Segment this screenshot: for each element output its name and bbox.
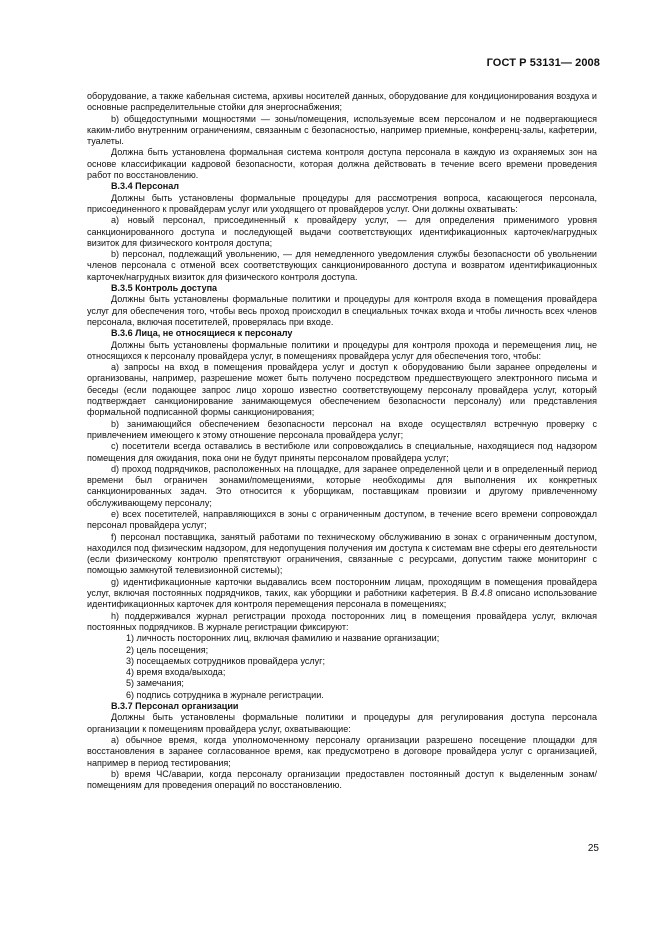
section-heading-b35: В.3.5 Контроль доступа xyxy=(111,283,218,294)
text-run: описано использование идентификационных карточек для контроля перемещения персонала в помещениях; xyxy=(87,588,597,610)
section-heading-b37: В.3.7 Персонал организации xyxy=(111,701,239,712)
register-fields-list xyxy=(87,633,597,701)
list-item: 1) личность посторонних лиц, включая фамилию и название организации; xyxy=(126,633,440,644)
paragraph: Должны быть установлены формальные процедуры для рассмотрения вопроса, касающегося персонала, присоединенного к провайдерам услуг или уходящего от провайдеров услуг. Они должны охватывать: xyxy=(87,192,597,214)
text-run: g) идентификационные карточки выдавались всем посторонним лицам, проходящим в помещения провайдера услуг, включая постоянных подрядчиков, таких, как уборщики и работники кафетерия. В xyxy=(87,576,597,599)
page-number: 25 xyxy=(587,843,599,854)
list-item: 5) замечания; xyxy=(126,678,184,689)
paragraph: b) общедоступными мощностями — зоны/помещения, используемые всем персоналом и не подвергающиеся каким-либо внутренним ограничениям, связанным с безопасностью, например приемные, конференц-залы, кафетерии, туалеты. xyxy=(87,113,597,147)
paragraph: а) новый персонал, присоединенный к провайдеру услуг, — для определения применимого уровня санкционированного доступа и последующей выдачи соответствующих идентификационных карточек/нагрудных визиток для физического контроля доступа; xyxy=(87,215,597,248)
paragraph: Должны быть установлены формальные политики и процедуры для контроля прохода и перемещения лиц, не относящихся к персоналу провайдера услуг, в помещениях провайдера услуг для обеспечения того, чтобы: xyxy=(87,339,597,361)
paragraph: Должны быть установлены формальные политики и процедуры для регулирования доступа персонала организации к помещениям провайдера услуг, охватывающие: xyxy=(87,712,597,734)
list-item: 6) подпись сотрудника в журнале регистрации. xyxy=(126,689,324,700)
paragraph: b) занимающийся обеспечением безопасности персонал на входе осуществлял встречную проверку с привлечением имеющего к этому отношение персонала провайдера услуг; xyxy=(87,418,597,440)
paragraph: b) время ЧС/аварии, когда персоналу организации предоставлен постоянный доступ к выделенным зонам/помещениям для проведения операций по восстановлению. xyxy=(87,768,597,791)
cross-reference: В.4.8 xyxy=(471,588,493,599)
list-item: 3) посещаемых сотрудников провайдера услуг; xyxy=(126,655,326,666)
list-item: 4) время входа/выхода; xyxy=(126,667,226,678)
section-heading-b36: В.3.6 Лица, не относящиеся к персоналу xyxy=(111,328,293,339)
paragraph: e) всех посетителей, направляющихся в зоны с ограниченным доступом, в течение всего времени сопровождал персонал провайдера услуг; xyxy=(87,508,597,531)
list-item: 2) цель посещения; xyxy=(126,644,209,655)
paragraph: b) персонал, подлежащий увольнению, — для немедленного уведомления службы безопасности об увольнении членов персонала с отменой всех соответствующих санкционированного доступа и возвратом идентификационных карточек/нагрудных визиток для физического контроля доступа. xyxy=(87,249,597,282)
section-heading-b34: В.3.4 Персонал xyxy=(111,181,179,192)
document-code: ГОСТ Р 53131— 2008 xyxy=(486,57,600,69)
paragraph: d) проход подрядчиков, расположенных на площадке, для заранее определенной цели и в определенный период времени был ограничен зонами/помещениями, которые необходимы для выполнения их конкретных санкционированных задач. Это относится к уборщикам, поставщикам провизии и другому привлеченному обслуживающему персоналу; xyxy=(87,463,597,508)
paragraph: а) обычное время, когда уполномоченному персоналу организации разрешено посещение площадки для восстановления в заранее согласованное время, как предусмотрено в договоре провайдера услуг с организацией, например в период тестирования; xyxy=(87,734,597,768)
paragraph xyxy=(87,577,597,611)
paragraph: c) посетители всегда оставались в вестибюле или сопровождались в специальные, находящиеся под надзором помещения для ожидания, пока они не будут приняты персоналом провайдера услуг; xyxy=(87,441,597,463)
paragraph: Должна быть установлена формальная система контроля доступа персонала в каждую из охраняемых зон на основе классификации кадровой безопасности, которая должна действовать в течение всего времени проведения работ по восстановлению. xyxy=(87,147,597,181)
paragraph: h) поддерживался журнал регистрации прохода посторонних лиц в помещения провайдера услуг, включая постоянных подрядчиков. В журнале регистрации фиксируют: xyxy=(87,610,597,632)
paragraph: Должны быть установлены формальные политики и процедуры для контроля входа в помещения провайдера услуг для обеспечения того, чтобы весь проход происходил в специальных точках входа и чтобы личность всех членов персонала, включая посетителей, проверялась при входе. xyxy=(87,294,597,327)
paragraph: f) персонал поставщика, занятый работами по техническому обслуживанию в зонах с ограниченным доступом, находился под физическим надзором, для недопущения получения им доступа к системам вне сферы его деятельности (если физическому контролю препятствуют ограничения, связанные с ресурсами, допустим также мониторинг с помощью замкнутой телевизионной системы); xyxy=(87,531,597,576)
paragraph: а) запросы на вход в помещения провайдера услуг и доступ к оборудованию были заранее определены и организованы, например, разрешение может быть получено посредством предшествующего электронного письма и беседы (если подающее запрос лицо хорошо известно соответствующему персоналу провайдера услуг, который подтверждает санкционирование занимающемуся обеспечением безопасности персоналу) или представления формальной подписанной формы санкционирования; xyxy=(87,362,597,418)
paragraph: оборудование, а также кабельная система, архивы носителей данных, оборудование для кондиционирования воздуха и основные распределительные стойки для энергоснабжения; xyxy=(87,91,597,113)
page-body xyxy=(87,91,597,791)
